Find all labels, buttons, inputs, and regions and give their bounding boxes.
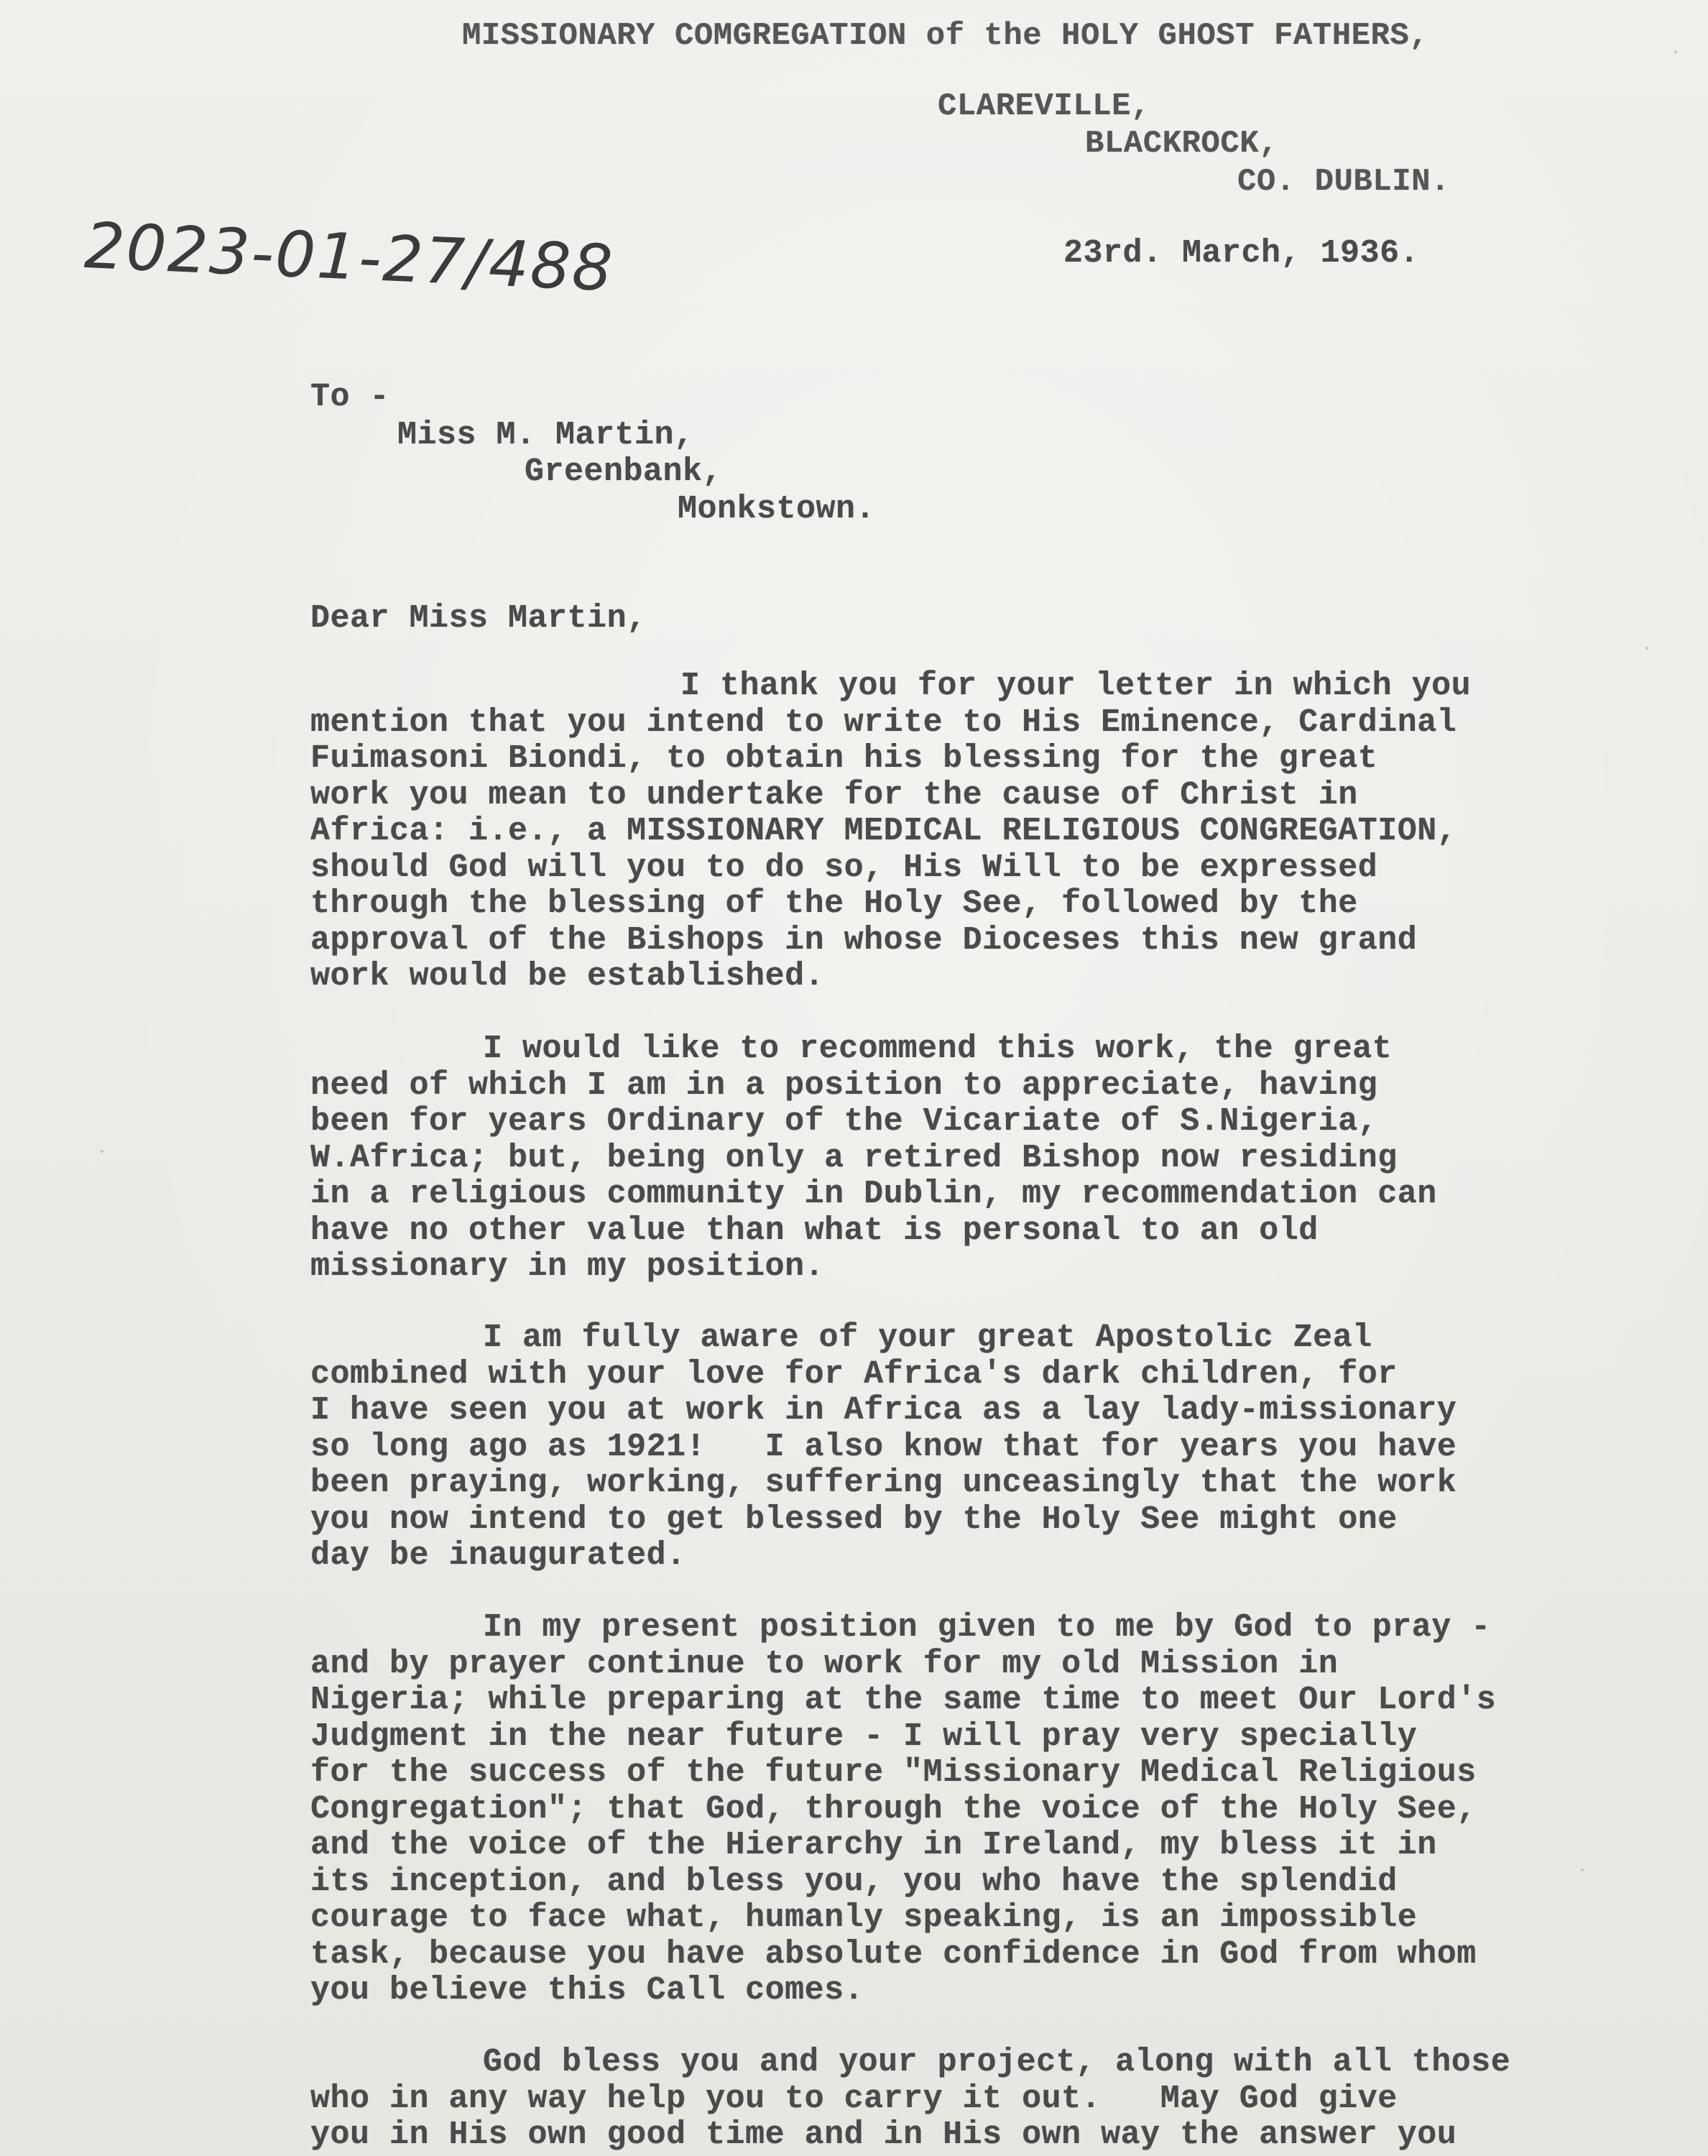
paragraph-line: Nigeria; while preparing at the same time to meet Our Lord's <box>310 1682 1497 1718</box>
body-paragraph-4 <box>310 1610 1625 2009</box>
paragraph-line: mention that you intend to write to His Eminence, Cardinal <box>310 704 1457 741</box>
paragraph-line: I thank you for your letter in which you <box>680 668 1472 704</box>
paragraph-line: In my present position given to me by God to pray - <box>483 1609 1491 1646</box>
paragraph-line: Judgment in the near future - I will pray very specially <box>310 1718 1418 1755</box>
paragraph-line: approval of the Bishops in whose Dioceses this new grand <box>310 921 1418 959</box>
paragraph-line: Africa: i.e., a MISSIONARY MEDICAL RELIGIOUS CONGREGATION, <box>310 813 1457 849</box>
letterhead-organization: MISSIONARY COMGREGATION of the HOLY GHOST FATHERS, <box>462 18 1429 54</box>
salutation: Dear Miss Martin, <box>310 600 647 637</box>
paper-speck <box>1581 1869 1584 1871</box>
archive-reference-handwritten: 2023-01-27/488 <box>83 208 616 306</box>
paragraph-line: I have seen you at work in Africa as a lay lady-missionary <box>310 1392 1457 1429</box>
letterhead-address-line-1: CLAREVILLE, <box>938 88 1150 124</box>
paragraph-line: who in any way help you to carry it out. May God give <box>310 2080 1398 2117</box>
letter-date: 23rd. March, 1936. <box>1063 235 1420 272</box>
paragraph-line: God bless you and your project, along with all those <box>483 2044 1511 2081</box>
paragraph-line: courage to face what, humanly speaking, is an impossible <box>310 1899 1418 1936</box>
paragraph-line: and the voice of the Hierarchy in Ireland, my bless it in <box>310 1827 1437 1864</box>
paragraph-line: in a religious community in Dublin, my recommendation can <box>310 1176 1437 1212</box>
paragraph-line: Congregation"; that God, through the voice of the Holy See, <box>310 1790 1477 1828</box>
paragraph-line: missionary in my position. <box>310 1248 825 1285</box>
paragraph-line: its inception, and bless you, you who have the splendid <box>310 1863 1398 1900</box>
letterhead-address-line-3: CO. DUBLIN. <box>1237 164 1450 200</box>
body-paragraph-3 <box>310 1320 1625 1575</box>
paragraph-line: I would like to recommend this work, the great <box>483 1031 1393 1067</box>
recipient-name: Miss M. Martin, <box>397 417 694 453</box>
paragraph-line: and by prayer continue to work for my old Mission in <box>310 1645 1339 1682</box>
paragraph-line: for the success of the future "Missionary Medical Religious <box>310 1754 1477 1791</box>
paragraph-line: been praying, working, suffering unceasingly that the work <box>310 1465 1457 1501</box>
paper-speck <box>1674 50 1677 53</box>
paragraph-line: you now intend to get blessed by the Holy See might one <box>310 1501 1398 1538</box>
paragraph-line: need of which I am in a position to appreciate, having <box>310 1067 1378 1104</box>
paragraph-line: should God will you to do so, His Will to be expressed <box>310 849 1378 886</box>
paragraph-line: you believe this Call comes. <box>310 1972 864 2009</box>
paragraph-line: day be inaugurated. <box>310 1537 686 1574</box>
paragraph-line: been for years Ordinary of the Vicariate of S.Nigeria, <box>310 1103 1378 1140</box>
body-paragraph-1 <box>310 668 1625 995</box>
body-paragraph-2 <box>310 1031 1625 1286</box>
recipient-street: Greenbank, <box>525 453 723 490</box>
paragraph-line: through the blessing of the Holy See, followed by the <box>310 885 1358 922</box>
paragraph-line: W.Africa; but, being only a retired Bishop now residing <box>310 1139 1398 1176</box>
paragraph-line: work you mean to undertake for the cause of Christ in <box>310 776 1358 814</box>
paragraph-line: I am fully aware of your great Apostolic Zeal <box>483 1319 1372 1356</box>
paper-speck <box>101 1150 103 1153</box>
paragraph-line: work would be established. <box>310 958 825 995</box>
paragraph-line: combined with your love for Africa's dark children, for <box>310 1355 1398 1393</box>
paragraph-line: task, because you have absolute confidence in God from whom <box>310 1935 1477 1973</box>
letterhead-address-line-2: BLACKROCK, <box>1085 126 1279 162</box>
paragraph-line: have no other value than what is personal to an old <box>310 1212 1319 1249</box>
body-paragraph-5 <box>310 2045 1625 2154</box>
paragraph-line: so long ago as 1921! I also know that for years you have <box>310 1428 1457 1465</box>
paper-speck <box>1645 647 1648 650</box>
recipient-town: Monkstown. <box>678 491 876 528</box>
paragraph-line: you in His own good time and in His own way the answer you <box>310 2116 1457 2153</box>
recipient-to-label: To - <box>310 379 390 415</box>
paragraph-line: Fuimasoni Biondi, to obtain his blessing for the great <box>310 740 1378 777</box>
